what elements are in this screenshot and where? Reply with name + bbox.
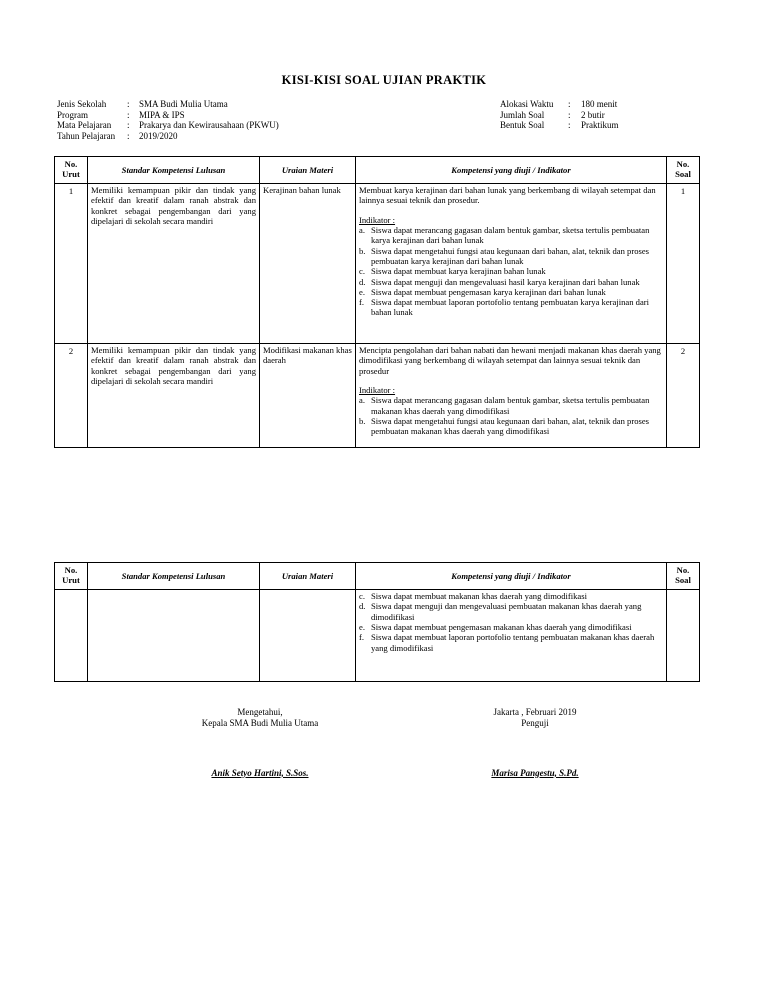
indikator-text: Siswa dapat membuat pengemasan makanan khas daerah yang dimodifikasi — [371, 621, 632, 632]
table-row — [55, 590, 700, 682]
meta-value: 2019/2020 — [139, 130, 178, 141]
indikator-text: Siswa dapat merancang gagasan dalam bentuk gambar, sketsa tertulis pembuatan karya kerajinan dari bahan lunak — [371, 224, 650, 246]
indikator-item — [359, 297, 663, 318]
indikator-text: Siswa dapat membuat laporan portofolio tentang pembuatan karya kerajinan dari bahan lunak — [371, 297, 650, 318]
meta-colon: : — [127, 130, 130, 141]
indikator-letter: d. — [359, 601, 366, 612]
table-header-row — [55, 157, 700, 184]
indikator-text: Siswa dapat membuat laporan portofolio tentang pembuatan makanan khas daerah yang dimodifikasi — [371, 632, 655, 653]
indikator-item — [359, 277, 663, 287]
row-skl: Memiliki kemampuan pikir dan tindak yang efektif dan kreatif dalam ranah abstrak dan konkret sebagai pengembangan dari yang dipelajari di sekolah secara mandiri — [88, 184, 260, 344]
indikator-item — [359, 395, 663, 416]
row-kompetensi: Mencipta pengolahan dari bahan nabati dan hewani menjadi makanan khas daerah yang dimodifikasi yang berkembang di wilayah setempat dan lainnya sesuai teknik dan prosedur — [359, 345, 661, 376]
meta-row — [57, 110, 279, 121]
row-no-soal: 1 — [667, 184, 700, 344]
table-row — [55, 344, 700, 448]
meta-value: MIPA & IPS — [139, 109, 185, 120]
signature-name: Anik Setyo Hartini, S.Sos. — [211, 767, 309, 778]
header-no-urut: No. Urut — [55, 157, 88, 184]
indikator-text: Siswa dapat menguji dan mengevaluasi hasil karya kerajinan dari bahan lunak — [371, 276, 640, 287]
header-no-soal: No. Soal — [667, 157, 700, 184]
signature-line2: Penguji — [521, 717, 549, 728]
indikator-item — [359, 246, 663, 267]
indikator-item — [359, 225, 663, 246]
meta-key: Bentuk Soal — [500, 120, 545, 131]
indikator-item — [359, 287, 663, 297]
signature-line2: Kepala SMA Budi Mulia Utama — [201, 717, 319, 728]
meta-key: Program — [57, 109, 88, 120]
row-kompetensi-cell — [356, 590, 667, 682]
meta-row — [500, 110, 619, 121]
indikator-text: Siswa dapat membuat pengemasan karya kerajinan dari bahan lunak — [371, 286, 606, 297]
signature-line1: Mengetahui, — [237, 707, 283, 717]
table-header-row — [55, 563, 700, 590]
row-materi: Kerajinan bahan lunak — [260, 184, 356, 344]
indikator-letter: b. — [359, 415, 366, 426]
row-materi: Modifikasi makanan khas daerah — [260, 344, 356, 448]
row-kompetensi-cell — [356, 344, 667, 448]
meta-right — [500, 99, 619, 131]
header-kompetensi: Kompetensi yang diuji / Indikator — [356, 563, 667, 590]
indikator-list — [359, 395, 663, 436]
meta-row — [57, 99, 279, 110]
indikator-letter: d. — [359, 276, 366, 287]
meta-value: SMA Budi Mulia Utama — [139, 99, 228, 109]
meta-colon: : — [127, 109, 130, 120]
meta-key: Mata Pelajaran — [57, 120, 112, 131]
row-kompetensi-cell — [356, 184, 667, 344]
indikator-letter: a. — [359, 395, 365, 406]
indikator-letter: b. — [359, 245, 366, 256]
row-number — [55, 590, 88, 682]
header-skl: Standar Kompetensi Lulusan — [88, 157, 260, 184]
indikator-text: Siswa dapat mengetahui fungsi atau kegunaan dari bahan, alat, teknik dan proses pembuatan makanan khas daerah yang dimodifikasi — [371, 415, 650, 437]
meta-left — [57, 99, 279, 141]
indikator-text: Siswa dapat membuat makanan khas daerah yang dimodifikasi — [371, 591, 587, 601]
indikator-letter: f. — [359, 297, 365, 308]
row-number: 2 — [55, 344, 88, 448]
kisi-kisi-table — [54, 156, 700, 448]
meta-row — [57, 120, 279, 131]
row-kompetensi: Membuat karya kerajinan dari bahan lunak yang berkembang di wilayah setempat dan lainnya sesuai teknik dan prosedur. — [359, 185, 656, 206]
indikator-letter: e. — [359, 286, 365, 297]
indikator-item — [359, 416, 663, 437]
header-no-urut: No. Urut — [55, 563, 88, 590]
row-skl — [88, 590, 260, 682]
indikator-letter: e. — [359, 621, 365, 632]
meta-key: Jenis Sekolah — [57, 99, 107, 109]
meta-row — [57, 131, 279, 142]
meta-value: 180 menit — [581, 99, 618, 109]
signature-right — [435, 707, 635, 778]
meta-colon: : — [127, 120, 130, 131]
meta-colon: : — [127, 99, 130, 109]
header-materi: Uraian Materi — [260, 157, 356, 184]
document-title: KISI-KISI SOAL UJIAN PRAKTIK — [281, 73, 487, 87]
meta-key: Jumlah Soal — [500, 109, 545, 120]
row-number: 1 — [55, 184, 88, 344]
meta-row — [500, 120, 619, 131]
indikator-label: Indikator : — [359, 384, 396, 395]
indikator-item — [359, 591, 663, 601]
row-no-soal: 2 — [667, 344, 700, 448]
kisi-kisi-table-continued — [54, 562, 700, 682]
meta-colon: : — [568, 99, 571, 109]
meta-key: Alokasi Waktu — [500, 99, 554, 109]
header-skl: Standar Kompetensi Lulusan — [88, 563, 260, 590]
indikator-text: Siswa dapat merancang gagasan dalam bentuk gambar, sketsa tertulis pembuatan makanan khas daerah yang dimodifikasi — [371, 395, 650, 416]
meta-value: Praktikum — [581, 120, 619, 131]
indikator-list — [359, 591, 663, 653]
meta-value: Prakarya dan Kewirausahaan (PKWU) — [139, 120, 279, 131]
signature-name: Marisa Pangestu, S.Pd. — [491, 767, 579, 778]
meta-value: 2 butir — [581, 109, 605, 120]
indikator-item — [359, 632, 663, 653]
header-materi: Uraian Materi — [260, 563, 356, 590]
indikator-letter: c. — [359, 591, 365, 601]
meta-colon: : — [568, 120, 571, 131]
indikator-text: Siswa dapat membuat karya kerajinan bahan lunak — [371, 266, 546, 277]
indikator-label: Indikator : — [359, 214, 396, 225]
indikator-letter: f. — [359, 632, 365, 643]
indikator-item — [359, 601, 663, 622]
indikator-text: Siswa dapat mengetahui fungsi atau kegunaan dari bahan, alat, teknik dan proses pembuatan karya kerajinan dari bahan lunak — [371, 245, 650, 266]
meta-row — [500, 99, 619, 110]
signature-line1: Jakarta , Februari 2019 — [493, 707, 577, 717]
indikator-item — [359, 622, 663, 632]
header-kompetensi: Kompetensi yang diuji / Indikator — [356, 157, 667, 184]
row-materi — [260, 590, 356, 682]
meta-colon: : — [568, 109, 571, 120]
indikator-text: Siswa dapat menguji dan mengevaluasi pembuatan makanan khas daerah yang dimodifikasi — [371, 601, 642, 622]
header-no-soal: No. Soal — [667, 563, 700, 590]
indikator-letter: a. — [359, 224, 365, 235]
indikator-letter: c. — [359, 266, 365, 277]
row-no-soal — [667, 590, 700, 682]
indikator-list — [359, 225, 663, 318]
indikator-item — [359, 266, 663, 276]
signature-left — [160, 707, 360, 778]
row-skl: Memiliki kemampuan pikir dan tindak yang efektif dan kreatif dalam ranah abstrak dan konkret sebagai pengembangan dari yang dipelajari di sekolah secara mandiri — [88, 344, 260, 448]
table-row — [55, 184, 700, 344]
meta-key: Tahun Pelajaran — [57, 130, 116, 141]
